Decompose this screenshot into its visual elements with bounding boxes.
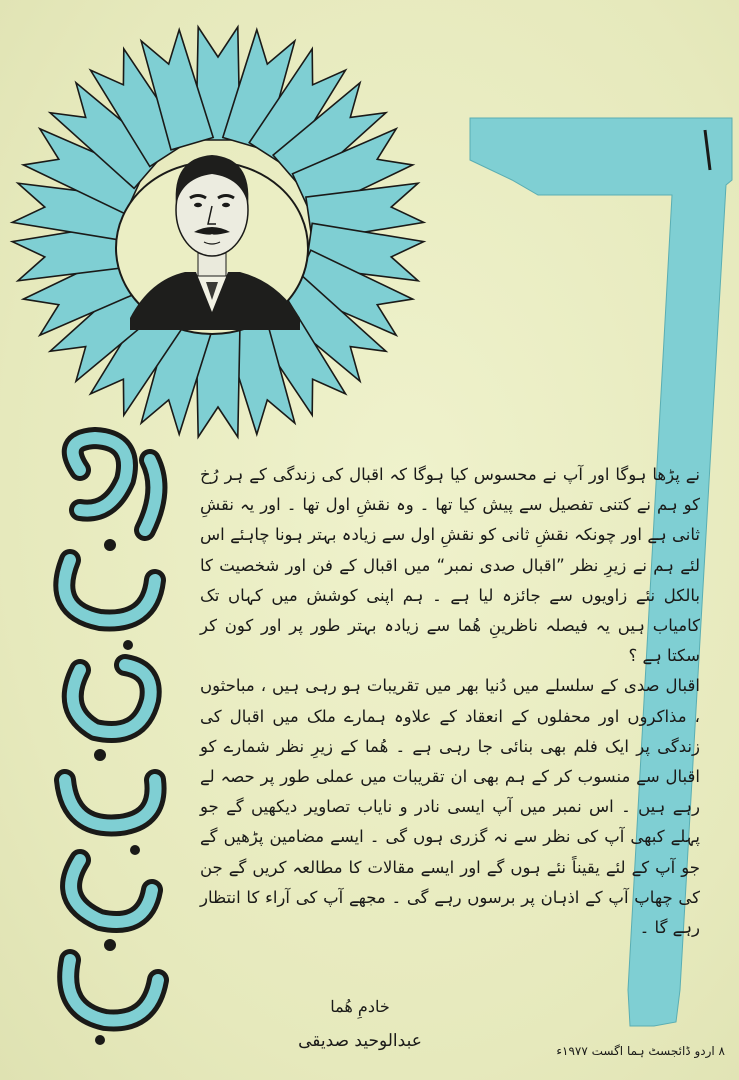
editor-signature [270, 990, 450, 1058]
editorial-paragraph: نے پڑھا ہوگا اور آپ نے محسوس کیا ہوگا کہ اقبال کی زندگی کے ہر رُخ کو ہم نے کتنی تفصیل سے پیش کیا تھا ۔ وہ نقشِ اول تھا ۔ اور یہ نقشِ ثانی ہے اور چونکہ نقشِ ثانی کو نقشِ اول سے زیادہ بہتر ہونا چاہئے اس لئے ہم نے زیرِ نظر ”اقبال صدی نمبر“ میں اقبال کے فن اور شخصیت کا بالکل نئے زاویوں سے جائزہ لیا ہے ۔ ہم اپنی کوشش میں کہاں تک کامیاب ہیں یہ فیصلہ ناظرینِ ھُما سے زیادہ بہتر طور پر اور کون کر سکتا ہے ؟ [200, 465, 700, 666]
calligraphy-title-decoration [40, 420, 190, 1060]
portrait-illustration [116, 155, 308, 334]
portrait-sunburst [0, 0, 470, 450]
page-footer: ۸ اردو ڈائجسٹ ہما اگست ۱۹۷۷ء [556, 1044, 725, 1058]
signature-title: خادمِ ھُما [330, 997, 390, 1016]
editorial-text [200, 460, 700, 943]
editorial-paragraph: اقبال صدی کے سلسلے میں دُنیا بھر میں تقریبات ہو رہی ہیں ، مباحثوں ، مذاکروں اور محفلوں کے انعقاد کے علاوہ ہمارے ملک میں اقبال کی زندگی پر ایک فلم بھی بنائی جا رہی ہے ۔ ھُما کے زیرِ نظر شمارے کو اقبال سے منسوب کر کے ہم بھی ان تقریبات میں عملی طور پر حصہ لے رہے ہیں ۔ اس نمبر میں آپ ایسی نادر و نایاب تصاویر دیکھیں گے جو پہلے کبھی آپ کی نظر سے نہ گزری ہوں گی ۔ ایسے مضامین پڑھیں گے جو آپ کے لئے یقیناً نئے ہوں گے اور ایسے مقالات کا مطالعہ کریں گے جن کی چھاپ آپ کے اذہان پر برسوں رہے گی ۔ مجھے آپ کی آراء کا انتظار رہے گا ۔ [200, 676, 700, 938]
signature-name: عبدالوحید صدیقی [298, 1031, 422, 1051]
